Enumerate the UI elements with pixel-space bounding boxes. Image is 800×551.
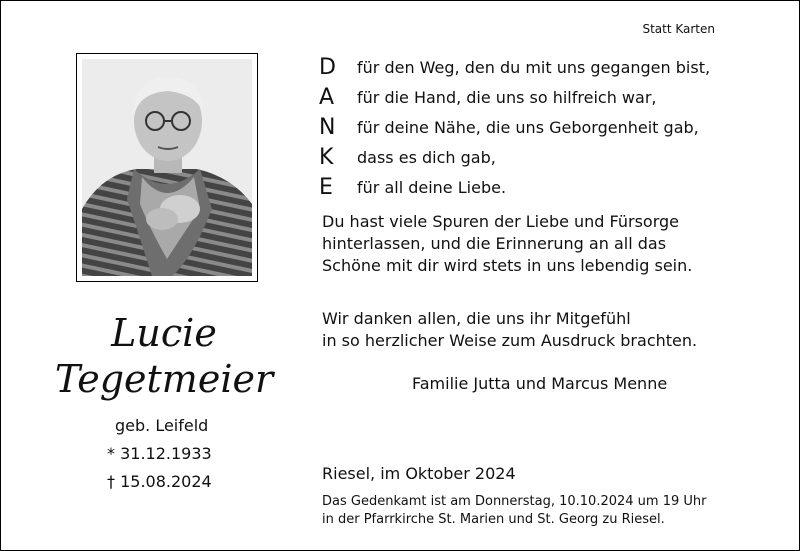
portrait-image (82, 59, 252, 276)
deceased-first-name: Lucie (111, 311, 217, 355)
memory-paragraph (322, 211, 742, 277)
portrait-photo-frame (76, 53, 258, 282)
portrait-photo (82, 59, 252, 276)
danke-letter: A (319, 85, 335, 110)
danke-line: für deine Nähe, die uns Geborgenheit gab, (357, 118, 699, 137)
death-date-value: 15.08.2024 (120, 472, 212, 491)
thanks-line: in so herzlicher Weise zum Ausdruck brachten. (322, 331, 698, 350)
danke-letter: E (319, 175, 333, 200)
memorial-service-notice (322, 493, 707, 529)
maiden-name: geb. Leifeld (115, 416, 209, 435)
statt-karten-note: Statt Karten (642, 22, 715, 36)
notice-line: in der Pfarrkirche St. Marien und St. Georg zu Riesel. (322, 512, 665, 527)
notice-line: Das Gedenkamt ist am Donnerstag, 10.10.2024 um 19 Uhr (322, 494, 707, 509)
thanks-line: Wir danken allen, die uns ihr Mitgefühl (322, 309, 631, 328)
death-date (107, 471, 237, 493)
family-signature: Familie Jutta und Marcus Menne (412, 374, 668, 393)
death-symbol: † (107, 472, 115, 491)
memory-line: Schöne mit dir wird stets in uns lebendig sein. (322, 256, 693, 275)
birth-date (107, 443, 237, 465)
danke-letter: K (319, 145, 334, 170)
birth-date-value: 31.12.1933 (120, 444, 212, 463)
danke-line: für all deine Liebe. (357, 178, 507, 197)
danke-line: für den Weg, den du mit uns gegangen bist, (357, 58, 711, 77)
danke-line: für die Hand, die uns so hilfreich war, (357, 88, 657, 107)
birth-symbol: * (107, 444, 115, 463)
place-date: Riesel, im Oktober 2024 (322, 464, 516, 483)
thanks-paragraph (322, 308, 742, 352)
danke-letter: D (319, 55, 336, 80)
deceased-last-name: Tegetmeier (54, 357, 274, 401)
memory-line: Du hast viele Spuren der Liebe und Fürsorge (322, 212, 680, 231)
memory-line: hinterlassen, und die Erinnerung an all das (322, 234, 667, 253)
danke-line: dass es dich gab, (357, 148, 496, 167)
danke-letter: N (319, 115, 336, 140)
